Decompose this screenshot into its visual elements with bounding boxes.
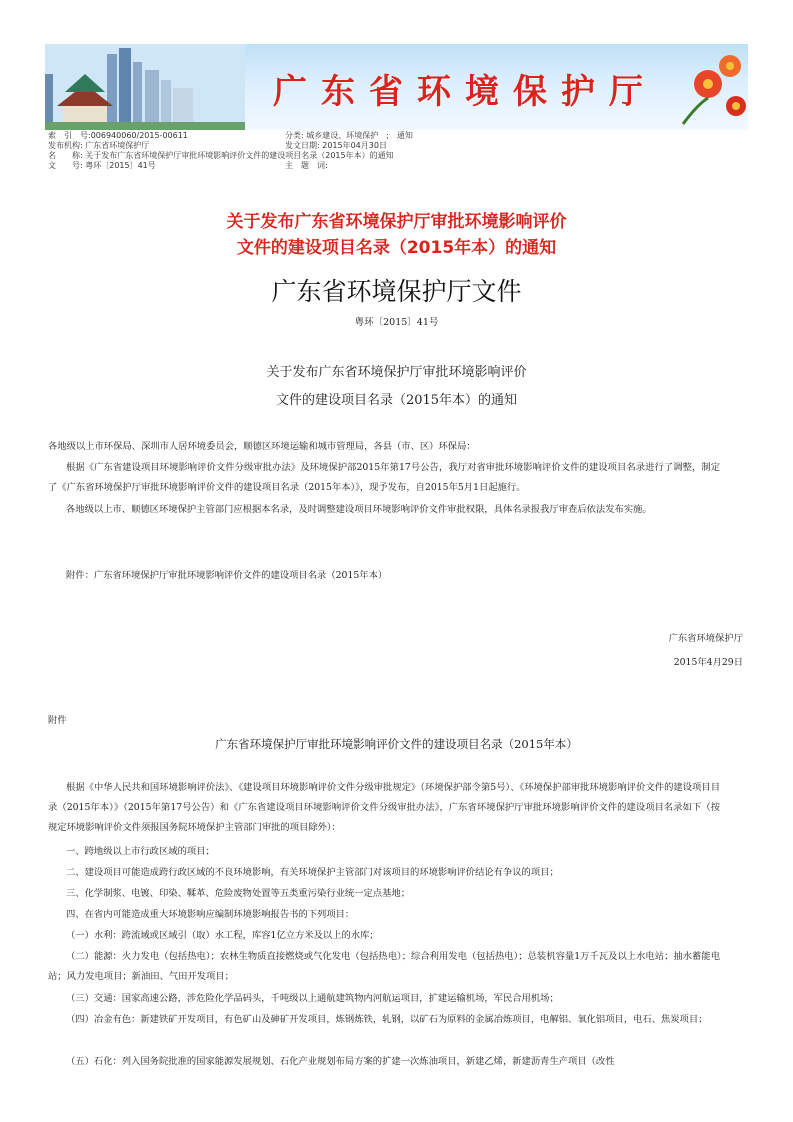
- flower-decoration-image: [678, 44, 748, 130]
- document-metadata: [48, 131, 648, 171]
- annex-label: 附件: [48, 715, 67, 726]
- attachment-line: 附件：广东省环境保护厅审批环境影响评价文件的建设项目名录（2015年本）: [66, 570, 388, 581]
- annex-item: （二）能源：火力发电（包括热电）；农林生物质直接燃烧或气化发电（包括热电）；综合利用发电（包括热电）；总装机容量1万千瓦及以上水电站；抽水蓄能电站；风力发电项目；新油田、气田开发项目；: [48, 951, 720, 982]
- meta-issuer: 发布机构: 广东省环境保护厅: [48, 141, 150, 150]
- annex-intro: 根据《中华人民共和国环境影响评价法》、《建设项目环境影响评价文件分级审批规定》（环境保护部令第5号）、《环境保护部审批环境影响评价文件的建设项目目录（2015年本）》（2015年第17号公告）和《广东省建设项目环境影响评价文件分级审批办法》，广东省环境保护厅审批环境影响评价文件的建设项目名录如下（按规定环境影响评价文件须报国务院环境保护主管部门审批的项目除外）：: [48, 782, 720, 833]
- annex-item: 三、化学制浆、电镀、印染、鞣革、危险废物处置等五类重污染行业统一定点基地；: [66, 888, 410, 899]
- annex-item: 一、跨地级以上市行政区域的项目；: [66, 846, 215, 857]
- document-header: 广东省环境保护厅文件: [271, 277, 522, 306]
- annex-item: （三）交通：国家高速公路，涉危险化学品码头，千吨级以上通航建筑物内河航运项目，扩建运输机场，军民合用机场；: [66, 993, 559, 1004]
- meta-keywords: 主 题 词:: [285, 161, 328, 170]
- annex-item: （四）冶金有色：新建铁矿开发项目，有色矿山及砷矿开发项目，炼钢炼铁，轧钢，以矿石为原料的金属冶炼项目，电解铝、氧化铝项目，电石、焦炭项目；: [66, 1014, 708, 1025]
- meta-index-no: 索 引 号:006940060/2015-00611: [48, 131, 188, 140]
- header-banner: [45, 44, 748, 130]
- meta-doc-no: 文 号: 粤环〔2015〕41号: [48, 161, 156, 170]
- red-title-line1: 关于发布广东省环境保护厅审批环境影响评价: [226, 212, 567, 232]
- annex-item: （一）水利：跨流域或区域引（取）水工程，库容1亿立方米及以上的水库；: [66, 930, 379, 941]
- meta-name: 名 称: 关于发布广东省环境保护厅审批环境影响评价文件的建设项目名录（2015年本）的通知: [48, 151, 394, 160]
- body-paragraph-1: 根据《广东省建设项目环境影响评价文件分级审批办法》及环境保护部2015年第17号公告，我厅对省审批环境影响评价文件的建设项目名录进行了调整，制定了《广东省环境保护厅审批环境影响评价文件的建设项目名录（2015年本）》，现予发布，自2015年5月1日起施行。: [48, 462, 720, 493]
- red-title-line2: 文件的建设项目名录（2015年本）的通知: [236, 238, 557, 258]
- annex-item: 二、建设项目可能造成跨行政区域的不良环境影响，有关环境保护主管部门对该项目的环境影响评价结论有争议的项目；: [66, 867, 559, 878]
- notice-title-line2: 文件的建设项目名录（2015年本）的通知: [275, 393, 518, 408]
- signature-org: 广东省环境保护厅: [668, 633, 743, 644]
- meta-category: 分类: 城乡建设、环境保护 ; 通知: [285, 131, 413, 140]
- notice-title-line1: 关于发布广东省环境保护厅审批环境影响评价: [266, 365, 527, 380]
- annex-item: 四、在省内可能造成重大环境影响应编制环境影响报告书的下列项目：: [66, 909, 355, 920]
- city-skyline-image: [45, 44, 245, 130]
- annex-title: 广东省环境保护厅审批环境影响评价文件的建设项目名录（2015年本）: [215, 737, 578, 751]
- document-number: 粤环〔2015〕41号: [354, 317, 439, 328]
- meta-issue-date: 发文日期: 2015年04月30日: [285, 141, 387, 150]
- salutation: 各地级以上市环保局、深圳市人居环境委员会，顺德区环境运输和城市管理局，各县（市、区）环保局：: [48, 441, 476, 452]
- banner-title: 广东省环境保护厅: [273, 72, 657, 112]
- signature-date: 2015年4月29日: [673, 657, 743, 668]
- body-paragraph-2: 各地级以上市、顺德区环境保护主管部门应根据本名录，及时调整建设项目环境影响评价文件审批权限，具体名录报我厅审查后依法发布实施。: [66, 504, 652, 515]
- annex-item: （五）石化：列入国务院批准的国家能源发展规划、石化产业规划布局方案的扩建一次炼油项目，新建乙烯，新建沥青生产项目（改性: [66, 1056, 615, 1067]
